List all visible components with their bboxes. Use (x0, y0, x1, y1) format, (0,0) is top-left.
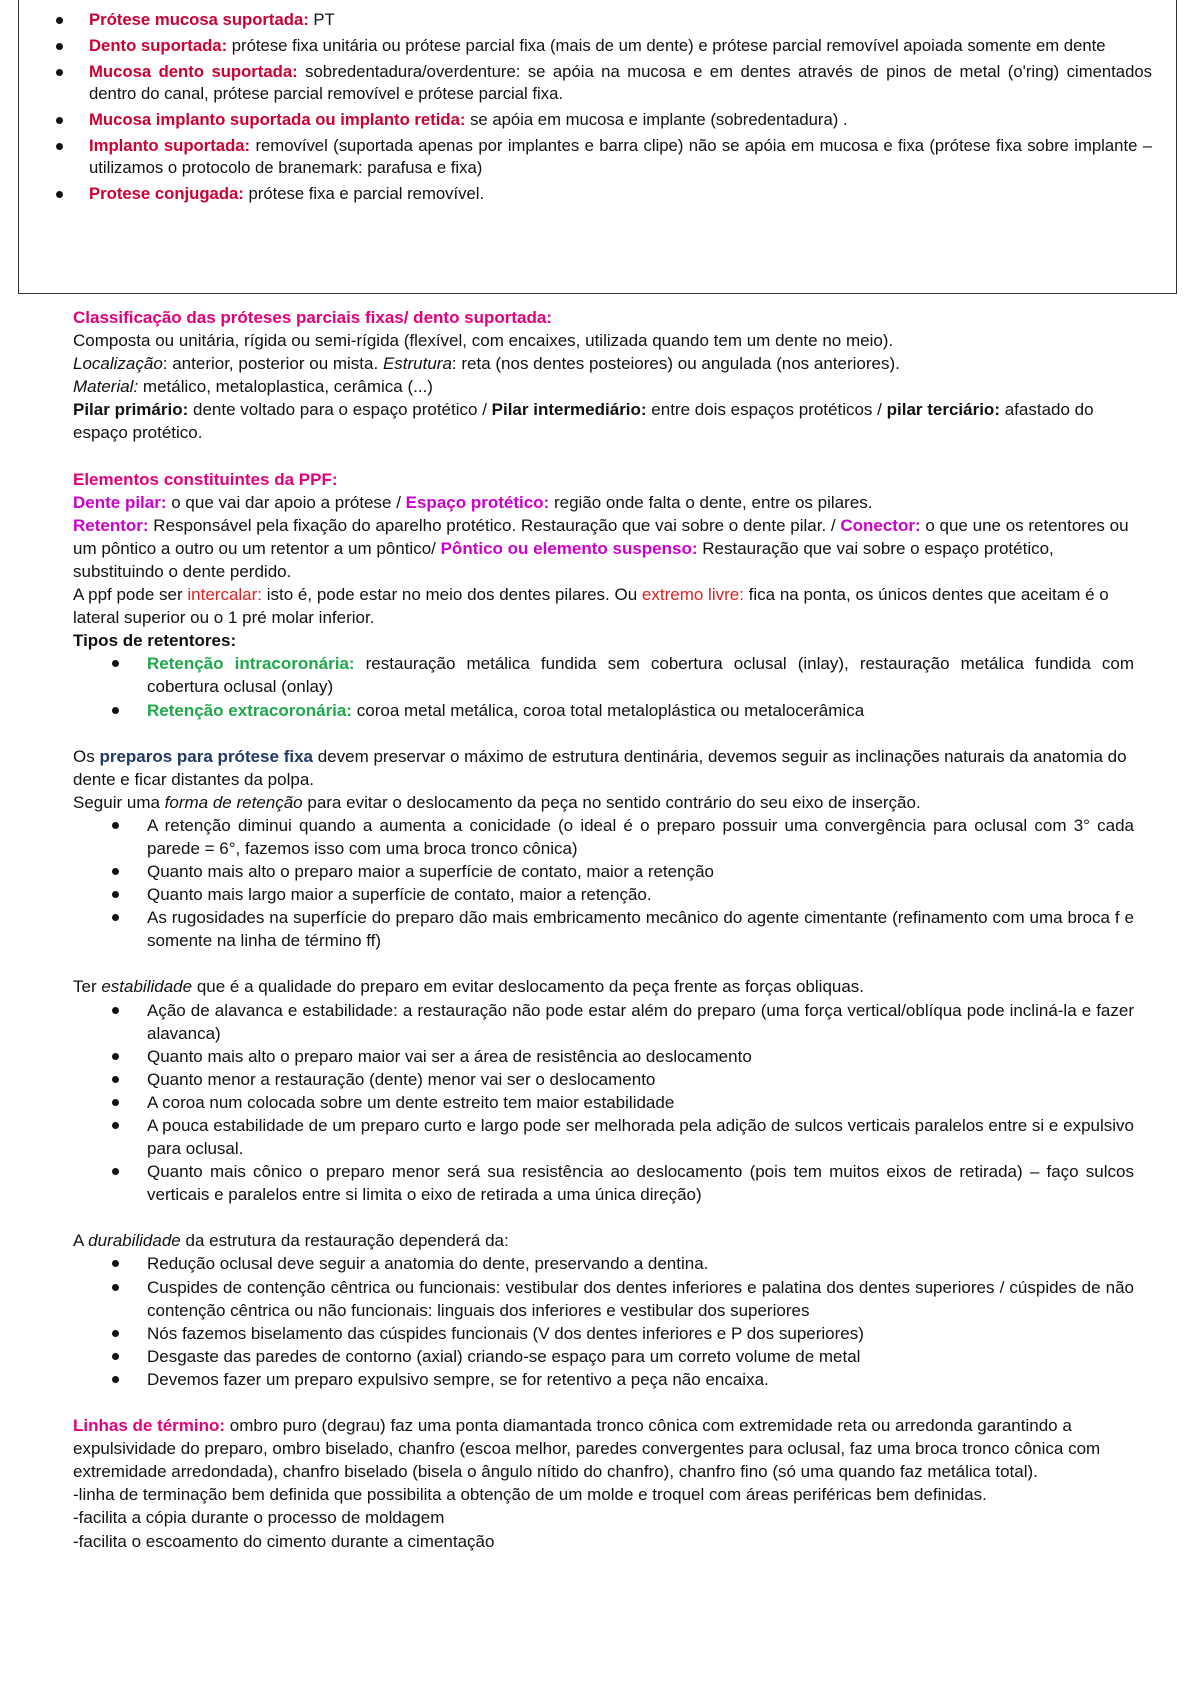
term-text: se apóia em mucosa e implante (sobredentadura) . (465, 110, 848, 129)
paragraph: Composta ou unitária, rígida ou semi-rígida (flexível, com encaixes, utilizada quando tem um dente no meio). (73, 331, 894, 351)
italic-label: estabilidade (101, 977, 193, 997)
paragraph (73, 491, 1134, 514)
text: o que une os retentores ou um pôntico a outro ou um retentor a um pôntico/ (73, 515, 1129, 558)
text: afastado do espaço protético. (73, 400, 1094, 443)
list-item (41, 183, 1152, 205)
list-item: A pouca estabilidade de um preparo curto e largo pode ser melhorada pela adição de sulcos verticais paralelos entre si e expulsivo para oclusal. (73, 1114, 1134, 1160)
section-heading-elementos: Elementos constituintes da PPF: (73, 469, 338, 489)
paragraph (73, 975, 1134, 998)
list-item: Devemos fazer um preparo expulsivo sempre, se for retentivo a peça não encaixa. (73, 1368, 1134, 1391)
spacer (73, 1206, 1134, 1229)
list-item (41, 135, 1152, 179)
spacer (73, 722, 1134, 745)
term-label: extremo livre: (641, 585, 744, 605)
paragraph: -facilita o escoamento do cimento durante a cimentação (73, 1531, 495, 1551)
term-text: prótese fixa e parcial removível. (243, 184, 485, 203)
list-item: Nós fazemos biselamento das cúspides funcionais (V dos dentes inferiores e P dos superiores) (73, 1322, 1134, 1345)
bold-label: Pilar primário: (73, 400, 189, 420)
paragraph (73, 1229, 1134, 1252)
text: para evitar o deslocamento da peça no sentido contrário do seu eixo de inserção. (302, 792, 921, 812)
text: Responsável pela fixação do aparelho protético. Restauração que vai sobre o dente pilar. / (148, 515, 841, 535)
list-item (41, 9, 1152, 31)
list-item: A retenção diminui quando a aumenta a conicidade (o ideal é o preparo possuir uma convergência para oclusal com 3° cada parede = 6°, fazemos isso com uma broca tronco cônica) (73, 814, 1134, 860)
text: dente voltado para o espaço protético / (188, 400, 492, 420)
term-label: preparos para prótese fixa (99, 746, 313, 766)
text: : reta (nos dentes posteiores) ou angulada (nos anteriores). (451, 354, 900, 374)
paragraph (73, 583, 1134, 629)
text: A (73, 1231, 89, 1251)
list-item: As rugosidades na superfície do preparo dão mais embricamento mecânico do agente cimentante (refinamento com uma broca f e somente na linha de término ff) (73, 906, 1134, 952)
classification-box (18, 0, 1177, 294)
text: metálico, metaloplastica, cerâmica (...) (138, 377, 433, 397)
prosthesis-type-list (41, 9, 1152, 205)
term-label: Retentor: (73, 515, 149, 535)
bold-label: Pilar intermediário: (491, 400, 647, 420)
paragraph: -facilita a cópia durante o processo de moldagem (73, 1508, 445, 1528)
italic-label: durabilidade (88, 1231, 181, 1251)
list-item: Cuspides de contenção cêntrica ou funcionais: vestibular dos dentes inferiores e palatina dos dentes superiores / cúspides de não contenção cêntrica ou não funcionais: linguais dos inferiores e vestibular dos superiores (73, 1276, 1134, 1322)
text: da estrutura da restauração dependerá da: (180, 1231, 509, 1251)
text: região onde falta o dente, entre os pilares. (549, 492, 873, 512)
paragraph (73, 398, 1134, 444)
term-label: Linhas de término: (73, 1416, 226, 1436)
text: Seguir uma (73, 792, 165, 812)
italic-label: Estrutura (382, 354, 452, 374)
list-item: Quanto mais alto o preparo maior a superfície de contato, maior a retenção (73, 860, 1134, 883)
list-item (73, 699, 1134, 722)
text: que é a qualidade do preparo em evitar deslocamento da peça frente as forças obliquas. (192, 977, 865, 997)
paragraph (73, 791, 1134, 814)
text: isto é, pode estar no meio dos dentes pilares. Ou (262, 585, 642, 605)
term-label: Protese conjugada: (89, 184, 244, 203)
term-label: Mucosa dento suportada: (89, 62, 298, 81)
text: A ppf pode ser (73, 585, 188, 605)
term-label: Pôntico ou elemento suspenso: (440, 538, 698, 558)
paragraph (73, 352, 1134, 375)
list-item: Quanto mais alto o preparo maior vai ser a área de resistência ao deslocamento (73, 1045, 1134, 1068)
italic-label: Localização (73, 354, 163, 374)
paragraph (73, 1414, 1134, 1483)
italic-label: Material: (73, 377, 139, 397)
text: restauração metálica fundida sem cobertura oclusal (inlay), restauração metálica fundida com cobertura oclusal (onlay) (147, 654, 1134, 697)
list-item: Quanto mais cônico o preparo menor será sua resistência ao deslocamento (pois tem muitos eixos de retirada) – faço sulcos verticais e paralelos entre si limita o eixo de retirada a uma única direção) (73, 1160, 1134, 1206)
text: Ter (73, 977, 102, 997)
term-label: intercalar: (187, 585, 263, 605)
text: Restauração que vai sobre o espaço protético, substituindo o dente perdido. (73, 538, 1054, 581)
term-text: PT (308, 10, 335, 29)
term-label: Retenção extracoronária: (147, 700, 353, 720)
list-item: Ação de alavanca e estabilidade: a restauração não pode estar além do preparo (uma força vertical/oblíqua pode incliná-la e fazer alavanca) (73, 999, 1134, 1045)
list-item (41, 109, 1152, 131)
retencao-list (73, 814, 1134, 953)
spacer (73, 445, 1134, 468)
paragraph (73, 375, 1134, 398)
list-item (41, 61, 1152, 105)
list-item: Redução oclusal deve seguir a anatomia do dente, preservando a dentina. (73, 1252, 1134, 1275)
text: : anterior, posterior ou mista. (162, 354, 383, 374)
document-body (73, 306, 1134, 1553)
durabilidade-list (73, 1252, 1134, 1391)
list-item (41, 35, 1152, 57)
term-label: Implanto suportada: (89, 136, 251, 155)
text: coroa metal metálica, coroa total metaloplástica ou metalocerâmica (352, 700, 865, 720)
term-text: removível (suportada apenas por implantes e barra clipe) não se apóia em mucosa e fixa (prótese fixa sobre implante – utilizamos o protocolo de branemark: parafusa e fixa) (89, 136, 1153, 177)
term-label: Mucosa implanto suportada ou implanto retida: (89, 110, 466, 129)
retentor-list (73, 652, 1134, 721)
paragraph (73, 745, 1134, 791)
section-heading-classificacao: Classificação das próteses parciais fixas/ dento suportada: (73, 308, 553, 327)
italic-label: forma de retenção (164, 792, 303, 812)
term-text: sobredentadura/overdenture: se apóia na mucosa e em dentes através de pinos de metal (o'ring) cimentados dentro do canal, prótese parcial removível e prótese parcial fixa. (89, 62, 1152, 103)
term-text: prótese fixa unitária ou prótese parcial fixa (mais de um dente) e prótese parcial removível apoiada somente em dente (227, 36, 1106, 55)
list-item (73, 652, 1134, 698)
paragraph (73, 514, 1134, 583)
text: entre dois espaços protéticos / (646, 400, 887, 420)
subheading-tipos: Tipos de retentores: (73, 631, 237, 651)
list-item: Quanto mais largo maior a superfície de contato, maior a retenção. (73, 883, 1134, 906)
text: o que vai dar apoio a prótese / (166, 492, 406, 512)
text: devem preservar o máximo de estrutura dentinária, devemos seguir as inclinações naturais da anatomia do dente e ficar distantes da polpa. (73, 746, 1127, 789)
paragraph: -linha de terminação bem definida que possibilita a obtenção de um molde e troquel com áreas periféricas bem definidas. (73, 1485, 987, 1505)
bold-label: pilar terciário: (886, 400, 1000, 420)
term-label: Conector: (840, 515, 921, 535)
estabilidade-list (73, 999, 1134, 1207)
term-label: Espaço protético: (405, 492, 550, 512)
spacer (73, 952, 1134, 975)
text: Os (73, 746, 100, 766)
text: ombro puro (degrau) faz uma ponta diamantada tronco cônica com extremidade reta ou arredonda garantindo a expulsividade do preparo, ombro biselado, chanfro (escoa melhor, paredes convergentes para oclusal, faz uma broca tronco cônica com extremidade arredondada), chanfro biselado (bisela o ângulo nítido do chanfro), chanfro fino (só uma quando faz metálica total). (73, 1416, 1101, 1482)
list-item: Quanto menor a restauração (dente) menor vai ser o deslocamento (73, 1068, 1134, 1091)
term-label: Dente pilar: (73, 492, 167, 512)
term-label: Retenção intracoronária: (147, 654, 355, 674)
list-item: A coroa num colocada sobre um dente estreito tem maior estabilidade (73, 1091, 1134, 1114)
list-item: Desgaste das paredes de contorno (axial) criando-se espaço para um correto volume de metal (73, 1345, 1134, 1368)
term-label: Prótese mucosa suportada: (89, 10, 309, 29)
spacer (73, 1391, 1134, 1414)
text: fica na ponta, os únicos dentes que aceitam é o lateral superior ou o 1 pré molar inferior. (73, 585, 1109, 628)
term-label: Dento suportada: (89, 36, 228, 55)
